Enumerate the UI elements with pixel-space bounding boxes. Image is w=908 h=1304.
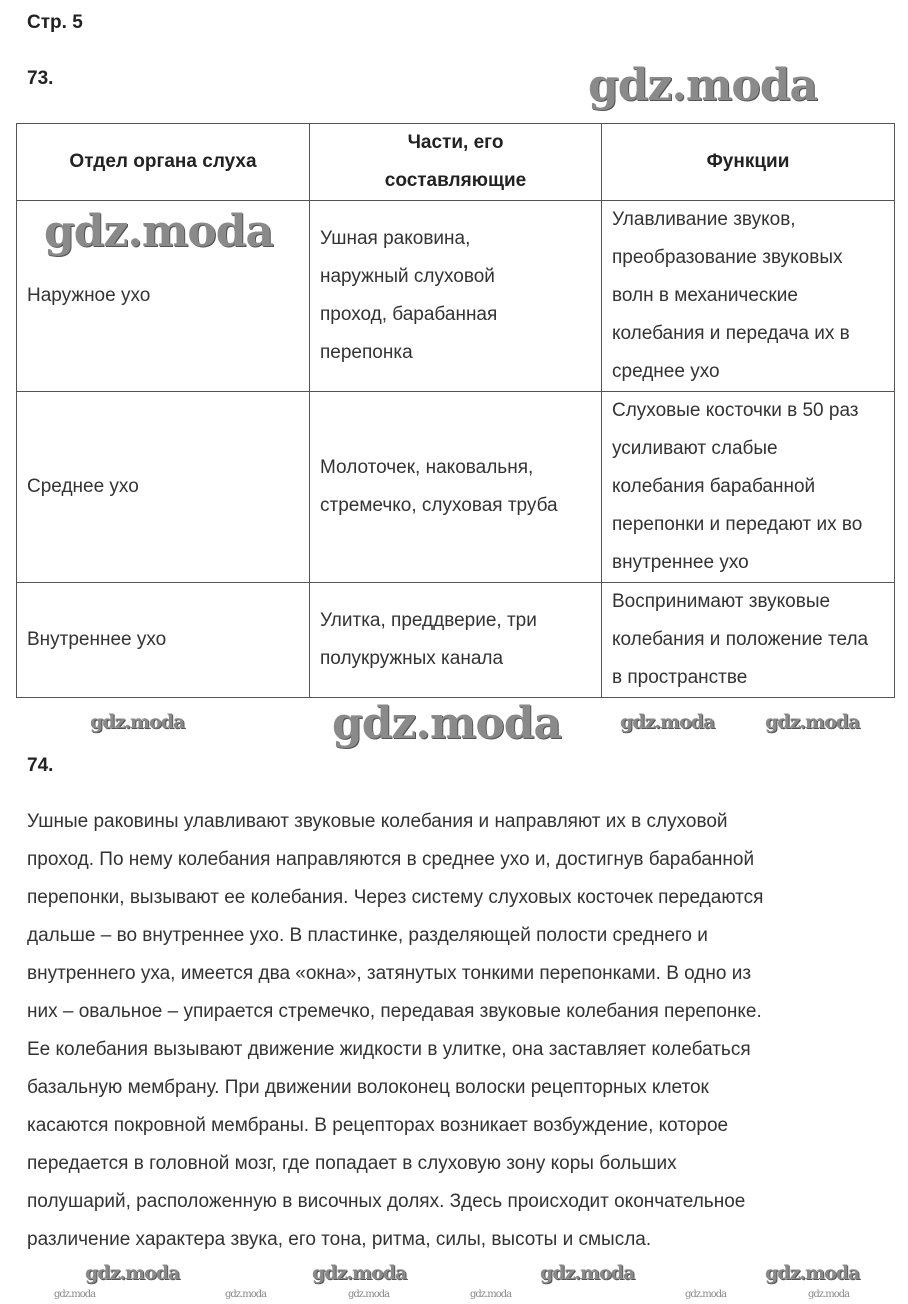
text-line: Ушные раковины улавливают звуковые колебания и направляют их в слуховой [27, 811, 728, 832]
watermark: gdz.moda [44, 206, 274, 257]
task-74-number: 74. [27, 755, 54, 776]
text-line: базальную мембрану. При движении волоконец волоски рецепторных клеток [27, 1077, 709, 1098]
table-cell: Улавливание звуков, преобразование звуковых волн в механические колебания и передача их в среднее ухо [602, 201, 895, 392]
watermark: gdz.moda [90, 711, 185, 733]
watermark: gdz.moda [348, 1289, 390, 1300]
text-line: дальше – во внутреннее ухо. В пластинке, разделяющей полости среднего и [27, 925, 708, 946]
watermark: gdz.moda [470, 1289, 512, 1300]
watermark: gdz.moda [332, 698, 562, 749]
table-cell: Ушная раковина, наружный слуховой проход, барабанная перепонка [310, 201, 602, 392]
table-cell: Улитка, преддверие, три полукружных канала [310, 583, 602, 698]
text-line: Ее колебания вызывают движение жидкости в улитке, она заставляет колебаться [27, 1039, 751, 1060]
table-cell: Слуховые косточки в 50 раз усиливают слабые колебания барабанной перепонки и передают их во внутреннее ухо [602, 392, 895, 583]
header-cell: Функции [602, 124, 895, 201]
table-row [17, 583, 895, 698]
header-cell: Части, его составляющие [310, 124, 602, 201]
table-row [17, 392, 895, 583]
watermark: gdz.moda [765, 711, 860, 733]
table-cell: Среднее ухо [17, 392, 310, 583]
table-cell: Внутреннее ухо [17, 583, 310, 698]
table-cell: Воспринимают звуковые колебания и положение тела в пространстве [602, 583, 895, 698]
watermark: gdz.moda [312, 1262, 407, 1284]
table-cell: Наружное ухо [17, 201, 310, 392]
text-line: них – овальное – упирается стремечко, передавая звуковые колебания перепонке. [27, 1001, 762, 1022]
text-line: проход. По нему колебания направляются в среднее ухо и, достигнув барабанной [27, 849, 755, 870]
text-line: внутреннего уха, имеется два «окна», затянутых тонкими перепонками. В одно из [27, 963, 752, 984]
table-header-row [17, 124, 895, 201]
watermark: gdz.moda [85, 1262, 180, 1284]
watermark: gdz.moda [540, 1262, 635, 1284]
header-cell: Отдел органа слуха [17, 124, 310, 201]
watermark: gdz.moda [765, 1262, 860, 1284]
watermark: gdz.moda [588, 60, 818, 111]
table-cell: Молоточек, наковальня, стремечко, слуховая труба [310, 392, 602, 583]
text-line: полушарий, расположенную в височных долях. Здесь происходит окончательное [27, 1191, 746, 1212]
text-line: касаются покровной мембраны. В рецепторах возникает возбуждение, которое [27, 1115, 729, 1136]
watermark: gdz.moda [620, 711, 715, 733]
page-label: Стр. 5 [27, 12, 83, 33]
text-line: передается в головной мозг, где попадает в слуховую зону коры больших [27, 1153, 677, 1174]
task-74-answer [27, 803, 763, 1259]
text-line: различение характера звука, его тона, ритма, силы, высоты и смысла. [27, 1229, 652, 1250]
watermark: gdz.moda [225, 1289, 267, 1300]
watermark: gdz.moda [808, 1289, 850, 1300]
hearing-organ-table [16, 123, 895, 698]
watermark: gdz.moda [54, 1289, 96, 1300]
watermark: gdz.moda [685, 1289, 727, 1300]
table-row [17, 201, 895, 392]
task-73-number: 73. [27, 68, 54, 89]
text-line: перепонки, вызывают ее колебания. Через систему слуховых косточек передаются [27, 887, 764, 908]
